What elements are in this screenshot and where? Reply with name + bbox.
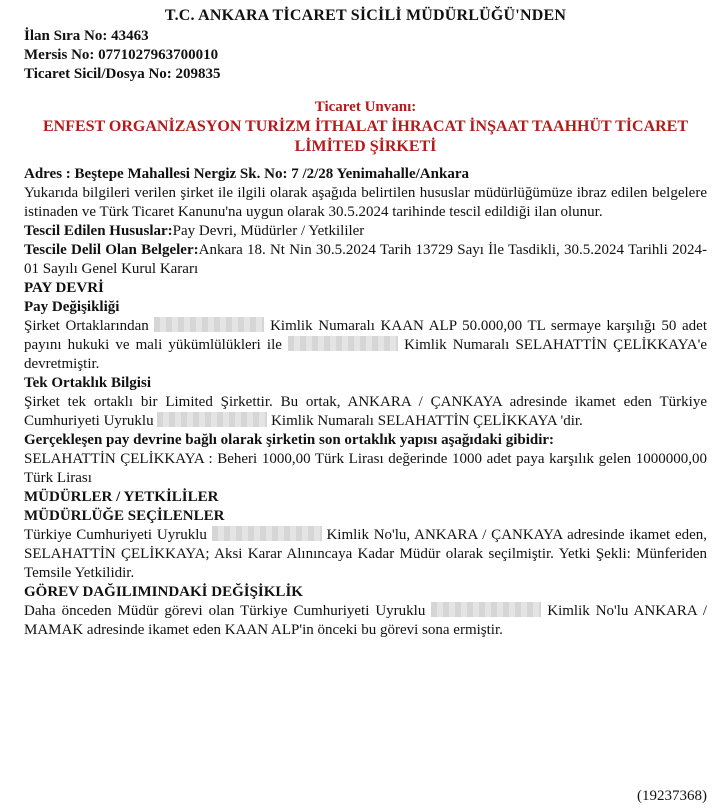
section-mudurler: MÜDÜRLER / YETKİLİLER <box>24 489 219 505</box>
reference-number: (19237368) <box>637 788 707 804</box>
office-title: T.C. ANKARA TİCARET SİCİLİ MÜDÜRLÜĞÜ'NDEN <box>164 7 567 24</box>
pay-text-2: Kimlik Numaralı KAAN ALP 50.000,00 TL sermaye karşılığı 50 adet payını hukuki ve mali yükümlülükleri ile <box>24 318 707 353</box>
registry-number: Ticaret Sicil/Dosya No: 209835 <box>24 66 221 82</box>
redacted-id <box>157 412 267 427</box>
redacted-id <box>431 602 541 617</box>
mersis-number: Mersis No: 0771027963700010 <box>24 47 219 63</box>
secilen-text-2: Kimlik No'lu, ANKARA / ÇANKAYA adresinde ikamet eden, SELAHATTİN ÇELİKKAYA; Aksi Karar Alınıncaya Kadar Müdür olarak seçilmiştir. Yetki Şekli: Münferiden Temsile Yetkilidir. <box>24 527 708 581</box>
trade-name: ENFEST ORGANİZASYON TURİZM İTHALAT İHRACAT İNŞAAT TAAHHÜT TİCARET LİMİTED ŞİRKETİ <box>42 118 689 155</box>
company-address: Adres : Beştepe Mahallesi Nergiz Sk. No: 7 /2/28 Yenimahalle/Ankara <box>24 166 469 182</box>
tek-text-2: Kimlik Numaralı SELAHATTİN ÇELİKKAYA 'dir. <box>271 413 583 429</box>
gorev-text-2: Kimlik No'lu ANKARA / MAMAK adresinde ikamet eden KAAN ALP'in önceki bu görevi sona ermiştir. <box>24 603 708 638</box>
tek-ortak-paragraph <box>24 393 707 431</box>
ortaklik-yapisi-paragraph: SELAHATTİN ÇELİKKAYA : Beheri 1000,00 Türk Lirası değerinde 1000 adet paya karşılık gelen 1000000,00 Türk Lirası <box>24 451 707 486</box>
redacted-id <box>288 336 398 351</box>
pay-text-1: Şirket Ortaklarından <box>24 318 149 334</box>
section-ortaklik-yapisi: Gerçekleşen pay devrine bağlı olarak şirketin son ortaklık yapısı aşağıdaki gibidir: <box>24 432 555 448</box>
redacted-id <box>212 526 322 541</box>
registered-label: Tescil Edilen Hususlar: <box>24 223 173 239</box>
section-pay-devri: PAY DEVRİ <box>24 280 104 296</box>
notice-meta <box>24 27 707 84</box>
evidence-documents <box>24 241 707 279</box>
ilan-number: İlan Sıra No: 43463 <box>24 28 149 44</box>
evidence-value: Ankara 18. Nt Nin 30.5.2024 Tarih 13729 Sayı İle Tasdikli, 30.5.2024 Tarihli 2024-01 Sayılı Genel Kurul Kararı <box>24 242 707 277</box>
section-secilenler: MÜDÜRLÜĞE SEÇİLENLER <box>24 508 225 524</box>
registered-matters <box>24 222 707 241</box>
redacted-id <box>154 317 264 332</box>
secilen-paragraph <box>24 526 707 583</box>
pay-text-3: Kimlik Numaralı SELAHATTİN ÇELİKKAYA'e devretmiştir. <box>24 337 707 372</box>
secilen-text-1: Türkiye Cumhuriyeti Uyruklu <box>24 527 207 543</box>
section-tek-ortaklik: Tek Ortaklık Bilgisi <box>24 375 151 391</box>
intro-paragraph: Yukarıda bilgileri verilen şirket ile ilgili olarak aşağıda belirtilen hususlar müdürlüğümüze ibraz edilen belgelere istinaden ve Türk Ticaret Kanunu'na uygun olarak 30.5.2024 tarihinde tescil edildiği ilan olunur. <box>24 185 707 220</box>
section-gorev-degisikligi: GÖREV DAĞILIMINDAKİ DEĞİŞİKLİK <box>24 584 303 600</box>
section-pay-degisikligi: Pay Değişikliği <box>24 299 120 315</box>
evidence-label: Tescile Delil Olan Belgeler: <box>24 242 199 258</box>
gorev-text-1: Daha önceden Müdür görevi olan Türkiye Cumhuriyeti Uyruklu <box>24 603 426 619</box>
trade-name-label: Ticaret Unvanı: <box>314 99 417 115</box>
tek-text-1: Şirket tek ortaklı bir Limited Şirkettir. Bu ortak, ANKARA / ÇANKAYA adresinde ikamet eden Türkiye Cumhuriyeti Uyruklu <box>24 394 707 429</box>
gorev-paragraph <box>24 602 707 640</box>
pay-paragraph <box>24 317 707 374</box>
registered-value: Pay Devri, Müdürler / Yetkililer <box>172 223 365 239</box>
